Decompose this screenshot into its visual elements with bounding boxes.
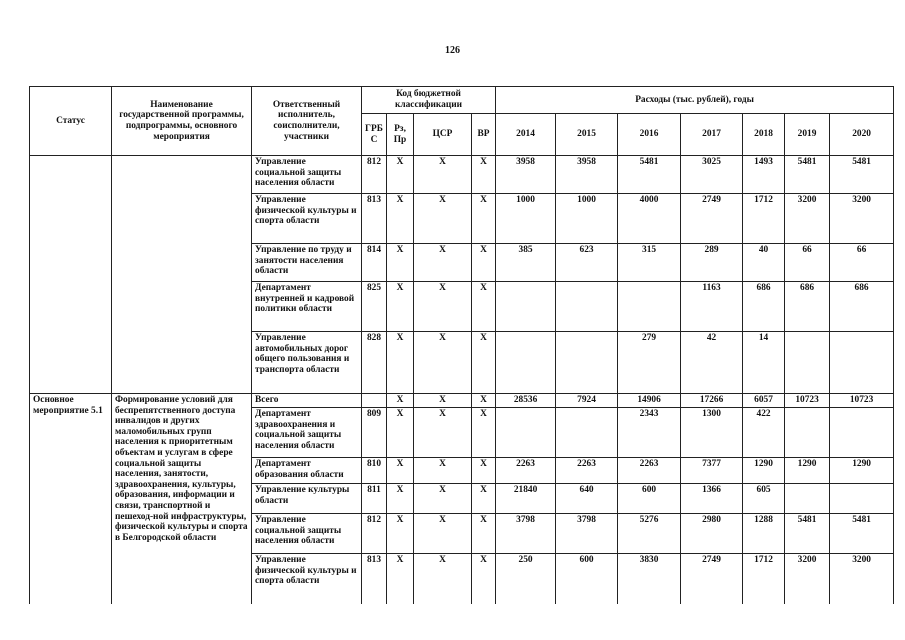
value-cell: 21840 — [496, 484, 556, 514]
value-cell: 42 — [681, 332, 743, 394]
value-cell: 686 — [785, 282, 830, 332]
grbs-cell: 810 — [362, 458, 387, 484]
value-cell: 66 — [830, 244, 894, 282]
value-cell: 28536 — [496, 394, 556, 408]
csr-cell: Х — [414, 408, 472, 458]
value-cell: 640 — [556, 484, 618, 514]
value-cell — [785, 332, 830, 394]
value-cell: 7377 — [681, 458, 743, 484]
value-cell: 1000 — [496, 194, 556, 244]
value-cell: 7924 — [556, 394, 618, 408]
rzpr-cell: Х — [387, 394, 414, 408]
header-year: 2020 — [830, 114, 894, 156]
rzpr-cell: Х — [387, 332, 414, 394]
csr-cell: Х — [414, 156, 472, 194]
vr-cell: Х — [472, 554, 496, 604]
budget-table — [29, 86, 894, 604]
value-cell: 2343 — [618, 408, 681, 458]
value-cell: 1290 — [743, 458, 785, 484]
rzpr-cell: Х — [387, 484, 414, 514]
value-cell: 5481 — [618, 156, 681, 194]
value-cell: 3200 — [830, 194, 894, 244]
vr-cell: Х — [472, 408, 496, 458]
value-cell — [618, 282, 681, 332]
value-cell: 3798 — [556, 514, 618, 554]
value-cell: 422 — [743, 408, 785, 458]
responsible-cell: Управление культуры области — [252, 484, 362, 514]
value-cell: 3025 — [681, 156, 743, 194]
value-cell: 1493 — [743, 156, 785, 194]
name-cell: Формирование условий для беспрепятственного доступа инвалидов и других маломобильных групп населения к приоритетным объектам и услугам в сфере социальной защиты населения, занятости, здравоохранения, культуры, образования, информации и связи, транспортной и пешеход-ной инфраструктуры, физической культуры и спорта в Белгородской области — [112, 394, 252, 604]
rzpr-cell: Х — [387, 156, 414, 194]
grbs-cell: 811 — [362, 484, 387, 514]
responsible-cell: Департамент образования области — [252, 458, 362, 484]
header-status: Статус — [30, 87, 112, 156]
responsible-cell: Управление физической культуры и спорта области — [252, 194, 362, 244]
value-cell: 3958 — [496, 156, 556, 194]
value-cell — [496, 332, 556, 394]
value-cell — [785, 408, 830, 458]
value-cell: 1000 — [556, 194, 618, 244]
header-expenses: Расходы (тыс. рублей), годы — [496, 87, 894, 114]
value-cell: 600 — [556, 554, 618, 604]
header-csr: ЦСР — [414, 114, 472, 156]
value-cell: 10723 — [785, 394, 830, 408]
value-cell: 3200 — [785, 554, 830, 604]
header-rzpr: Рз, Пр — [387, 114, 414, 156]
value-cell: 1290 — [830, 458, 894, 484]
rzpr-cell: Х — [387, 244, 414, 282]
value-cell: 3200 — [830, 554, 894, 604]
grbs-cell: 825 — [362, 282, 387, 332]
responsible-cell: Департамент здравоохранения и социальной защиты населения области — [252, 408, 362, 458]
value-cell: 686 — [830, 282, 894, 332]
value-cell: 5481 — [785, 156, 830, 194]
value-cell: 4000 — [618, 194, 681, 244]
csr-cell: Х — [414, 332, 472, 394]
value-cell: 250 — [496, 554, 556, 604]
value-cell: 66 — [785, 244, 830, 282]
value-cell — [830, 484, 894, 514]
value-cell: 279 — [618, 332, 681, 394]
value-cell: 3830 — [618, 554, 681, 604]
value-cell — [496, 282, 556, 332]
value-cell: 3200 — [785, 194, 830, 244]
rzpr-cell: Х — [387, 194, 414, 244]
grbs-cell: 814 — [362, 244, 387, 282]
csr-cell: Х — [414, 244, 472, 282]
value-cell: 5276 — [618, 514, 681, 554]
status-cell — [30, 156, 112, 394]
grbs-cell: 812 — [362, 514, 387, 554]
vr-cell: Х — [472, 282, 496, 332]
value-cell: 14906 — [618, 394, 681, 408]
header-responsible: Ответственный исполнитель, соисполнители, участники — [252, 87, 362, 156]
value-cell: 385 — [496, 244, 556, 282]
responsible-cell: Департамент внутренней и кадровой политики области — [252, 282, 362, 332]
vr-cell: Х — [472, 194, 496, 244]
value-cell: 6057 — [743, 394, 785, 408]
value-cell — [830, 408, 894, 458]
vr-cell: Х — [472, 244, 496, 282]
csr-cell: Х — [414, 282, 472, 332]
value-cell: 10723 — [830, 394, 894, 408]
value-cell: 1366 — [681, 484, 743, 514]
value-cell: 686 — [743, 282, 785, 332]
table-header — [30, 87, 894, 156]
responsible-cell: Управление социальной защиты населения области — [252, 514, 362, 554]
value-cell: 5481 — [830, 514, 894, 554]
value-cell: 2749 — [681, 554, 743, 604]
value-cell — [556, 332, 618, 394]
responsible-cell: Управление автомобильных дорог общего пользования и транспорта области — [252, 332, 362, 394]
responsible-cell: Всего — [252, 394, 362, 408]
rzpr-cell: Х — [387, 514, 414, 554]
value-cell: 1300 — [681, 408, 743, 458]
rzpr-cell: Х — [387, 554, 414, 604]
value-cell: 605 — [743, 484, 785, 514]
value-cell: 17266 — [681, 394, 743, 408]
rzpr-cell: Х — [387, 408, 414, 458]
rzpr-cell: Х — [387, 458, 414, 484]
value-cell: 3798 — [496, 514, 556, 554]
value-cell: 3958 — [556, 156, 618, 194]
rzpr-cell: Х — [387, 282, 414, 332]
header-year: 2018 — [743, 114, 785, 156]
value-cell: 289 — [681, 244, 743, 282]
name-cell — [112, 156, 252, 394]
value-cell: 1712 — [743, 194, 785, 244]
header-vr: ВР — [472, 114, 496, 156]
value-cell: 600 — [618, 484, 681, 514]
responsible-cell: Управление социальной защиты населения области — [252, 156, 362, 194]
responsible-cell: Управление по труду и занятости населения области — [252, 244, 362, 282]
csr-cell: Х — [414, 194, 472, 244]
grbs-cell — [362, 394, 387, 408]
vr-cell: Х — [472, 394, 496, 408]
header-year: 2015 — [556, 114, 618, 156]
value-cell — [556, 408, 618, 458]
value-cell: 1290 — [785, 458, 830, 484]
csr-cell: Х — [414, 458, 472, 484]
header-year: 2019 — [785, 114, 830, 156]
value-cell: 5481 — [785, 514, 830, 554]
header-year: 2014 — [496, 114, 556, 156]
header-year: 2016 — [618, 114, 681, 156]
grbs-cell: 813 — [362, 194, 387, 244]
responsible-cell: Управление физической культуры и спорта области — [252, 554, 362, 604]
value-cell: 1712 — [743, 554, 785, 604]
csr-cell: Х — [414, 394, 472, 408]
csr-cell: Х — [414, 484, 472, 514]
header-grbs: ГРБ С — [362, 114, 387, 156]
grbs-cell: 828 — [362, 332, 387, 394]
value-cell — [785, 484, 830, 514]
status-cell: Основное мероприятие 5.1 — [30, 394, 112, 604]
value-cell — [556, 282, 618, 332]
value-cell: 5481 — [830, 156, 894, 194]
header-year: 2017 — [681, 114, 743, 156]
grbs-cell: 809 — [362, 408, 387, 458]
table-body — [30, 156, 894, 604]
value-cell: 1163 — [681, 282, 743, 332]
value-cell: 2980 — [681, 514, 743, 554]
header-budget-code: Код бюджетной классификации — [362, 87, 496, 114]
value-cell: 1288 — [743, 514, 785, 554]
value-cell: 2749 — [681, 194, 743, 244]
value-cell: 2263 — [556, 458, 618, 484]
value-cell: 40 — [743, 244, 785, 282]
grbs-cell: 813 — [362, 554, 387, 604]
csr-cell: Х — [414, 554, 472, 604]
value-cell: 14 — [743, 332, 785, 394]
table-row — [30, 156, 894, 194]
vr-cell: Х — [472, 458, 496, 484]
grbs-cell: 812 — [362, 156, 387, 194]
vr-cell: Х — [472, 514, 496, 554]
value-cell: 315 — [618, 244, 681, 282]
page-number: 126 — [445, 45, 460, 56]
vr-cell: Х — [472, 332, 496, 394]
value-cell: 2263 — [496, 458, 556, 484]
value-cell: 623 — [556, 244, 618, 282]
csr-cell: Х — [414, 514, 472, 554]
value-cell — [830, 332, 894, 394]
value-cell: 2263 — [618, 458, 681, 484]
vr-cell: Х — [472, 484, 496, 514]
value-cell — [496, 408, 556, 458]
vr-cell: Х — [472, 156, 496, 194]
header-name: Наименование государственной программы, подпрограммы, основного мероприятия — [112, 87, 252, 156]
table-row — [30, 394, 894, 408]
